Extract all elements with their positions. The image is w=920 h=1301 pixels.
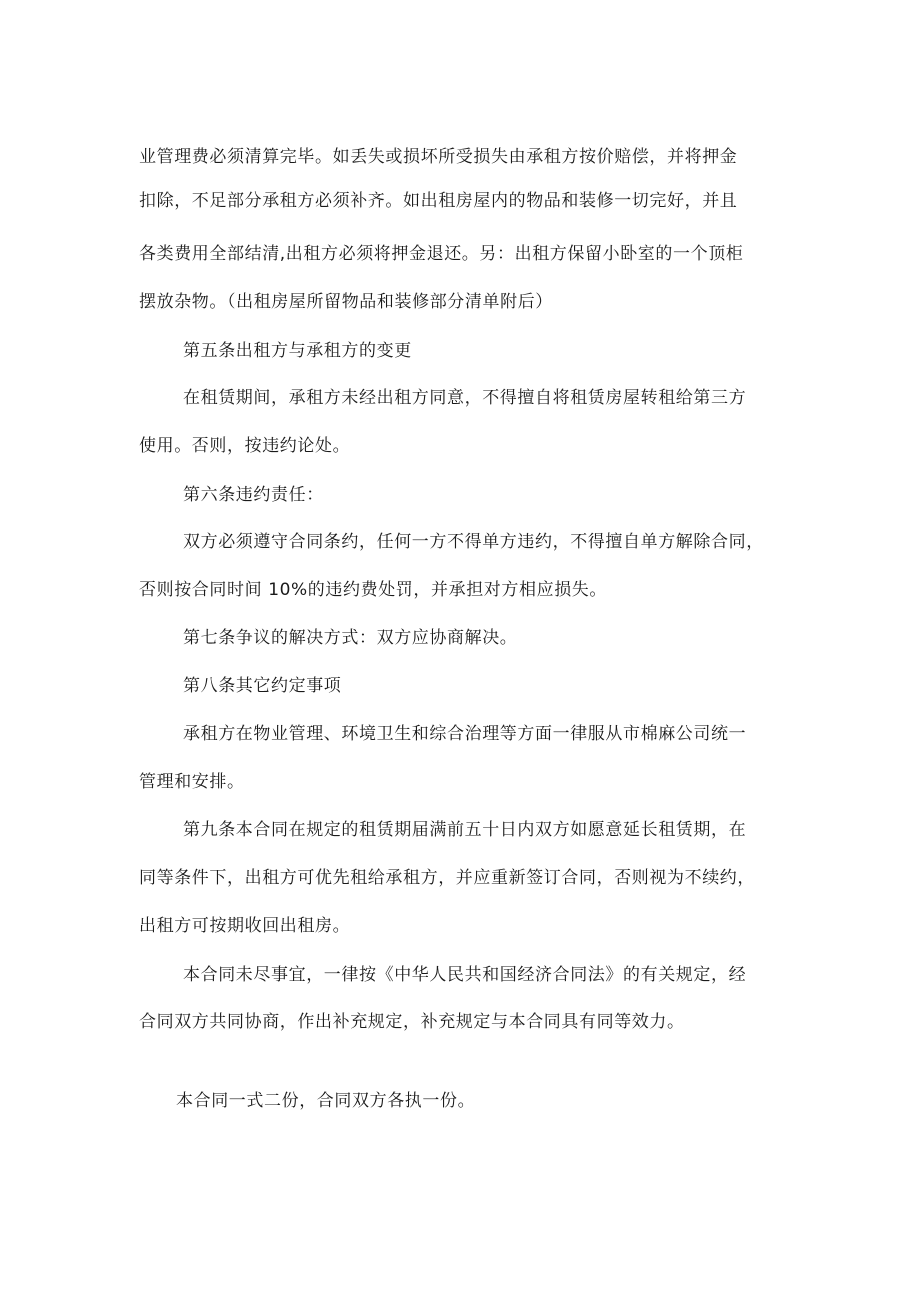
paragraph-line: 业管理费必须清算完毕。如丢失或损坏所受损失由承租方按价赔偿，并将押金: [139, 147, 738, 167]
paragraph-line: 摆放杂物。（出租房屋所留物品和装修部分清单附后）: [139, 292, 553, 312]
paragraph-line: 各类费用全部结清,出租方必须将押金退还。另：出租方保留小卧室的一个顶柜: [139, 244, 744, 264]
section-heading-article-7: 第七条争议的解决方式：双方应协商解决。: [183, 628, 518, 648]
closing-line: 本合同一式二份，合同双方各执一份。: [176, 1091, 476, 1111]
section-heading-article-8: 第八条其它约定事项: [183, 676, 342, 696]
paragraph-line: 管理和安排。: [139, 772, 245, 792]
section-heading-article-6: 第六条违约责任：: [183, 485, 324, 505]
paragraph-line: 同等条件下，出租方可优先租给承租方，并应重新签订合同，否则视为不续约，: [139, 868, 755, 888]
paragraph-line: 承租方在物业管理、环境卫生和综合治理等方面一律服从市棉麻公司统一: [183, 724, 747, 744]
paragraph-line: 出租方可按期收回出租房。: [139, 916, 351, 936]
paragraph-line: 双方必须遵守合同条约，任何一方不得单方违约，不得擅自单方解除合同，: [183, 532, 764, 552]
paragraph-line: 本合同未尽事宜，一律按《中华人民共和国经济合同法》的有关规定，经: [183, 965, 747, 985]
paragraph-line: 扣除，不足部分承租方必须补齐。如出租房屋内的物品和装修一切完好，并且: [139, 191, 738, 211]
paragraph-line: 使用。否则，按违约论处。: [139, 436, 351, 456]
paragraph-line: 合同双方共同协商，作出补充规定，补充规定与本合同具有同等效力。: [139, 1012, 685, 1032]
paragraph-line: 否则按合同时间 10%的违约费处罚，并承担对方相应损失。: [139, 580, 607, 600]
section-heading-article-9: 第九条本合同在规定的租赁期届满前五十日内双方如愿意延长租赁期，在: [183, 820, 747, 840]
section-heading-article-5: 第五条出租方与承租方的变更: [183, 341, 412, 361]
paragraph-line: 在租赁期间，承租方未经出租方同意，不得擅自将租赁房屋转租给第三方: [183, 388, 747, 408]
